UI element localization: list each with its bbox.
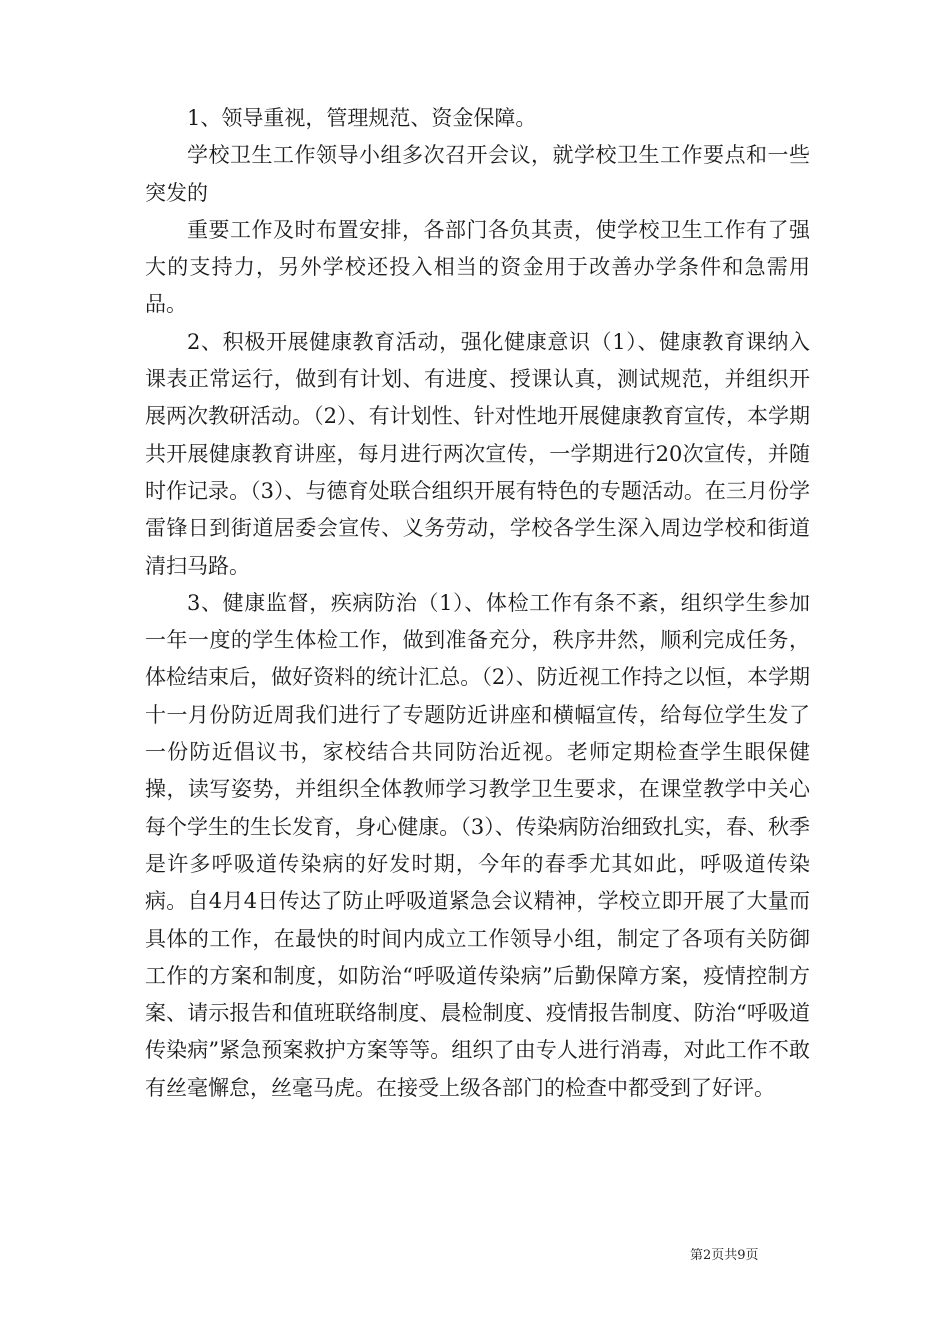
- paragraph-2: 学校卫生工作领导小组多次召开会议，就学校卫生工作要点和一些突发的: [145, 143, 810, 205]
- document-body: [145, 100, 810, 1107]
- page-number-footer: 第2页共9页: [690, 1248, 759, 1263]
- paragraph-3: 重要工作及时布置安排，各部门各负其责，使学校卫生工作有了强大的支持力，另外学校还投入相当的资金用于改善办学条件和急需用品。: [145, 217, 810, 317]
- paragraph-5: 3、健康监督，疾病防治（1）、体检工作有条不紊，组织学生参加一年一度的学生体检工作，做到准备充分，秩序井然，顺利完成任务，体检结束后，做好资料的统计汇总。（2）、防近视工作持之以恒，本学期十一月份防近周我们进行了专题防近讲座和横幅宣传，给每位学生发了一份防近倡议书，家校结合共同防治近视。老师定期检查学生眼保健操，读写姿势，并组织全体教师学习教学卫生要求，在课堂教学中关心每个学生的生长发育，身心健康。（3）、传染病防治细致扎实，春、秋季是许多呼吸道传染病的好发时期，今年的春季尤其如此，呼吸道传染病。自4月4日传达了防止呼吸道紧急会议精神，学校立即开展了大量而具体的工作，在最快的时间内成立工作领导小组，制定了各项有关防御工作的方案和制度，如防治“呼吸道传染病”后勤保障方案，疫情控制方案、请示报告和值班联络制度、晨检制度、疫情报告制度、防治“呼吸道传染病”紧急预案救护方案等等。组织了由专人进行消毒，对此工作不敢有丝毫懈怠，丝毫马虎。在接受上级各部门的检查中都受到了好评。: [145, 590, 810, 1100]
- paragraph-4: 2、积极开展健康教育活动，强化健康意识（1）、健康教育课纳入课表正常运行，做到有计划、有进度、授课认真，测试规范，并组织开展两次教研活动。（2）、有计划性、针对性地开展健康教育宣传，本学期共开展健康教育讲座，每月进行两次宣传，一学期进行20次宣传，并随时作记录。（3）、与德育处联合组织开展有特色的专题活动。在三月份学雷锋日到街道居委会宣传、义务劳动，学校各学生深入周边学校和街道清扫马路。: [145, 329, 810, 578]
- paragraph-1: 1、领导重视，管理规范、资金保障。: [187, 106, 537, 130]
